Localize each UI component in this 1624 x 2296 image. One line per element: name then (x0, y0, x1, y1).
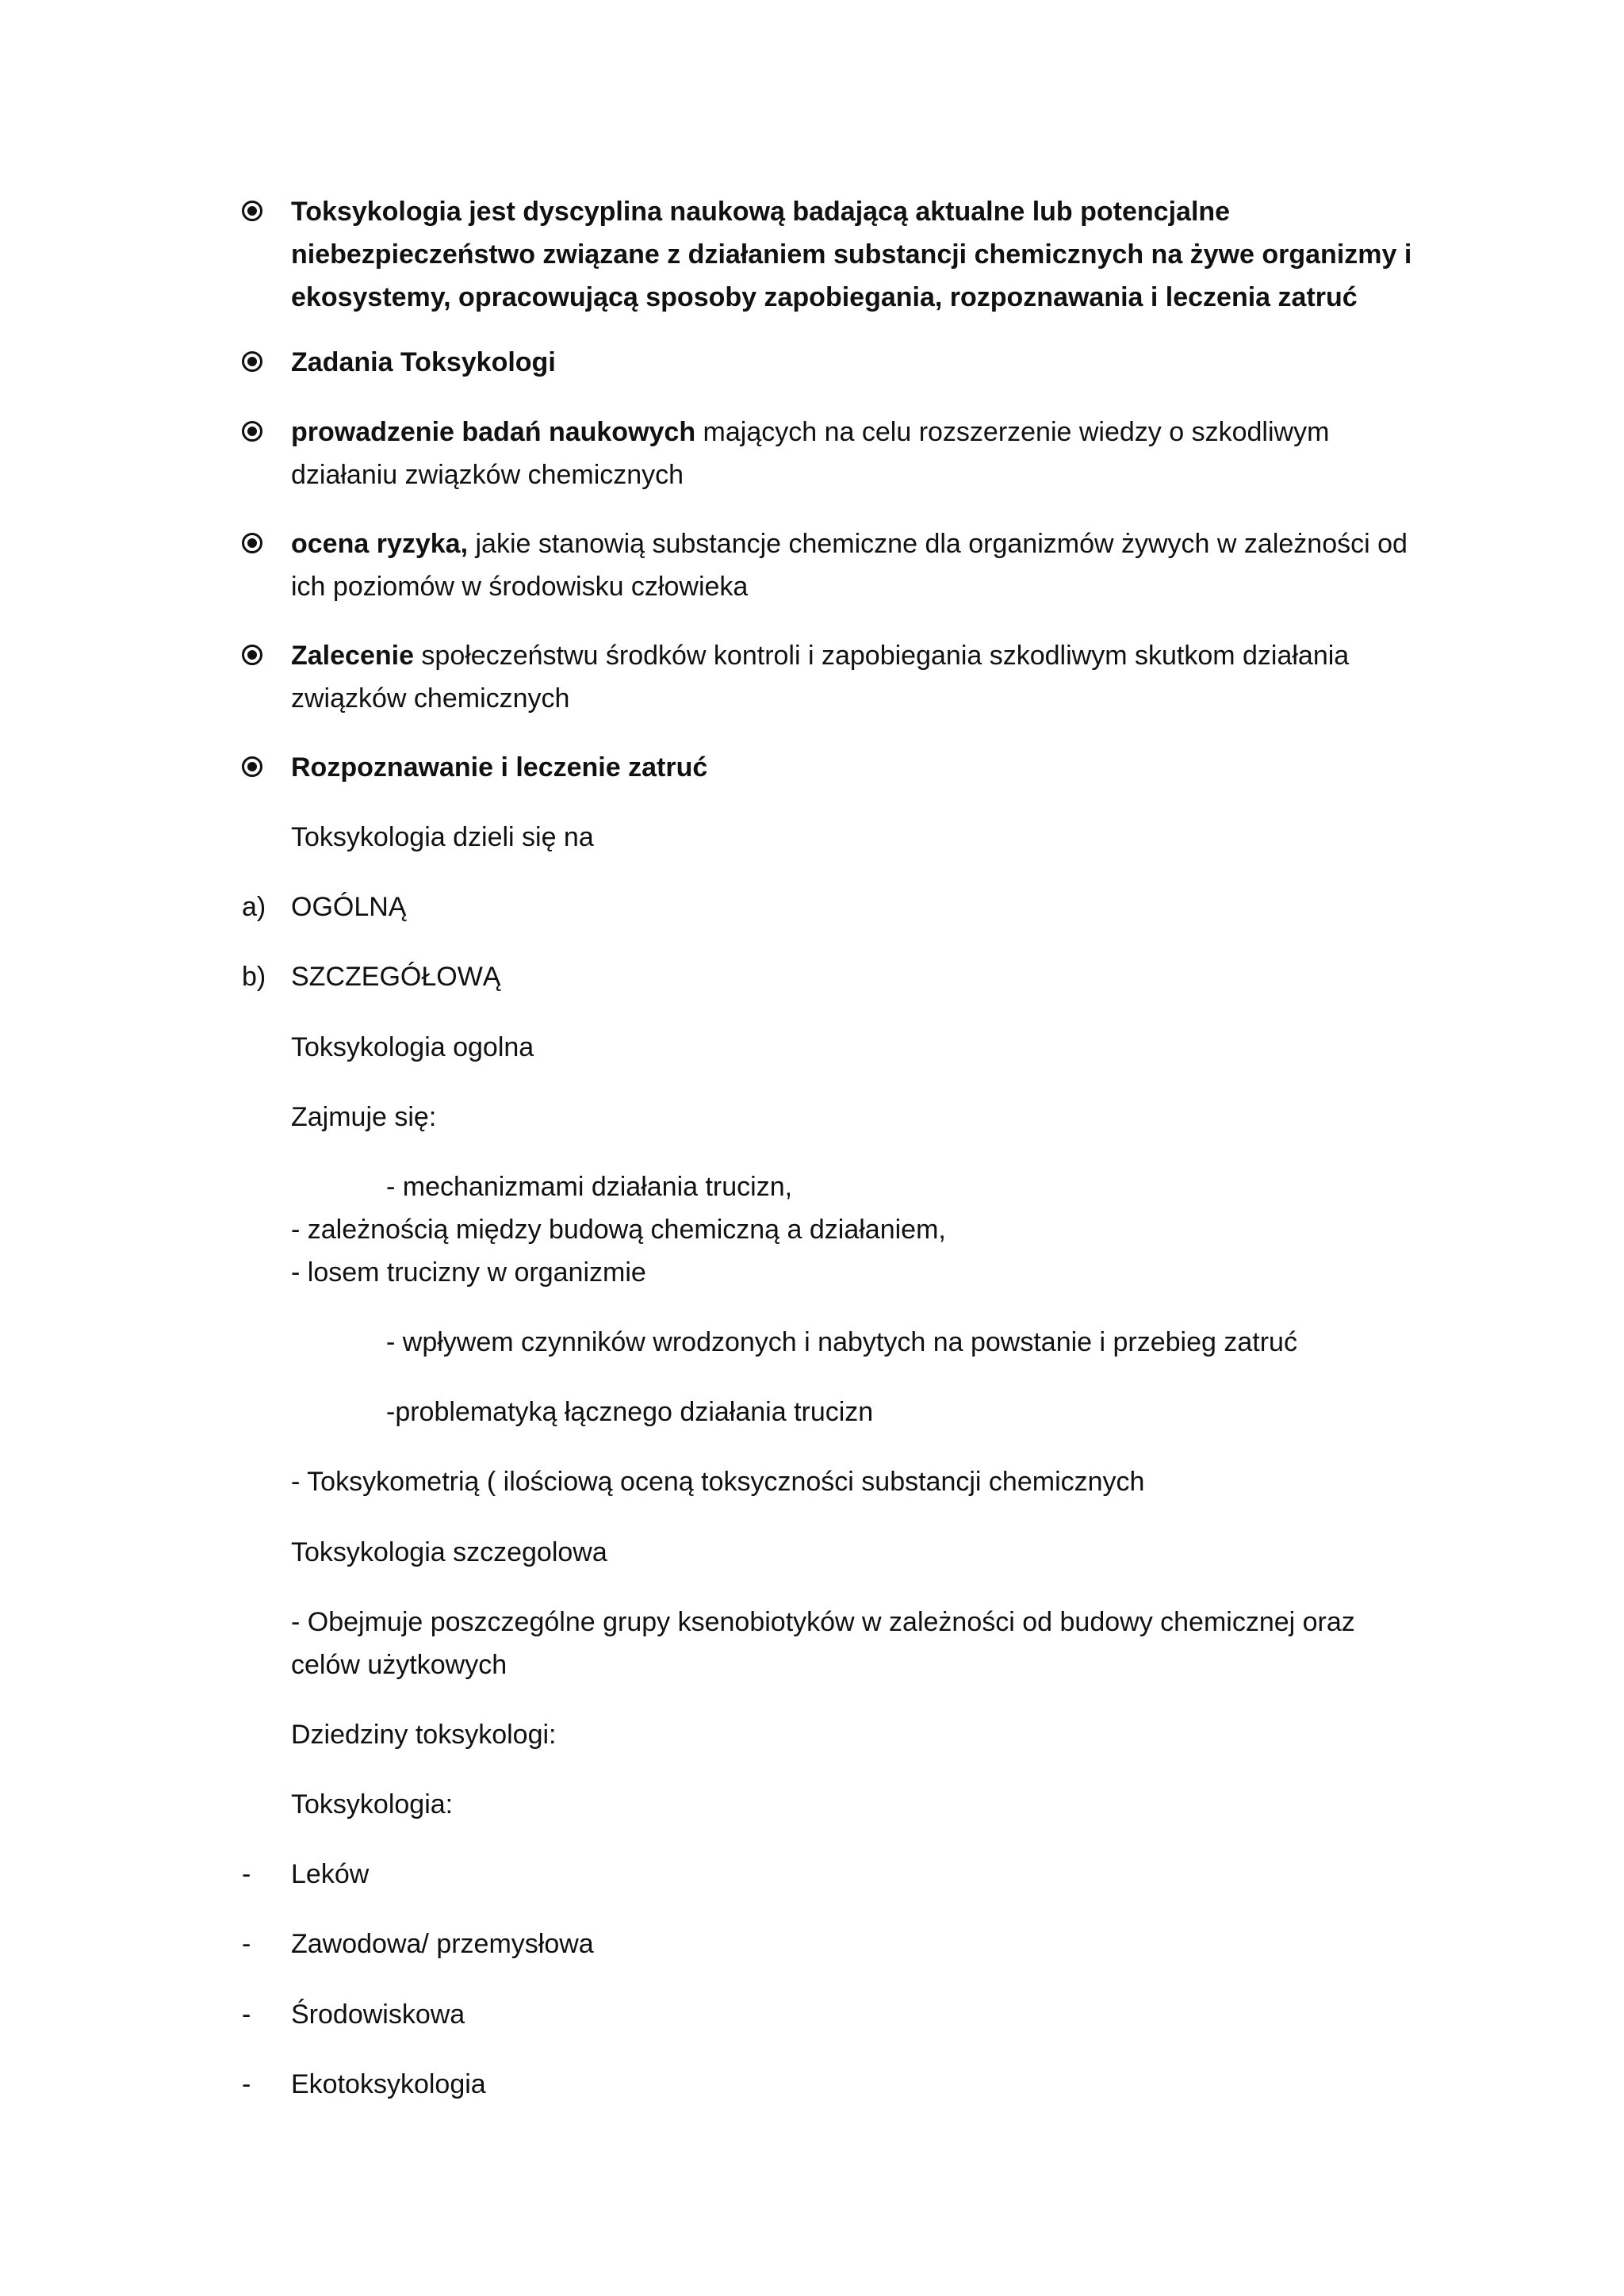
general-item: - losem trucizny w organizmie (291, 1257, 646, 1288)
general-item: - wpływem czynników wrodzonych i nabytych na powstanie i przebieg zatruć (386, 1327, 1297, 1357)
task-research-rest: mających na celu rozszerzenie wiedzy o szkodliwym (695, 417, 1330, 447)
detailed-heading: Toksykologia szczegolowa (291, 1537, 607, 1567)
division-marker-a: a) (242, 892, 266, 922)
task-research-bold: prowadzenie badań naukowych (291, 417, 696, 447)
target-bullet-icon (242, 645, 262, 665)
field-item: Ekotoksykologia (291, 2069, 486, 2099)
detailed-description-line-2: celów użytkowych (291, 1650, 508, 1680)
task-risk-bold: ocena ryzyka, (291, 529, 469, 559)
target-bullet-icon (242, 421, 262, 442)
target-bullet-icon (242, 756, 262, 777)
task-research (291, 411, 1329, 453)
general-item: - zależnością między budową chemiczną a działaniem, (291, 1215, 946, 1245)
dash-bullet: - (242, 1929, 251, 1959)
fields-subheading: Toksykologia: (291, 1789, 454, 1820)
general-deals-with: Zajmuje się: (291, 1102, 437, 1132)
target-bullet-icon (242, 351, 262, 372)
task-risk (291, 522, 1408, 565)
task-recommendation-rest: społeczeństwu środków kontroli i zapobiegania szkodliwym skutkom działania (413, 641, 1350, 671)
task-research-line-2: działaniu związków chemicznych (291, 460, 684, 490)
divides-intro: Toksykologia dzieli się na (291, 822, 594, 852)
task-recommendation-bold: Zalecenie (291, 641, 414, 671)
field-item: Leków (291, 1859, 370, 1889)
definition-line-2: niebezpieczeństwo związane z działaniem substancji chemicznych na żywe organizmy i (291, 239, 1412, 270)
dash-bullet: - (242, 1999, 251, 2030)
division-detailed: SZCZEGÓŁOWĄ (291, 962, 501, 992)
general-heading: Toksykologia ogolna (291, 1032, 534, 1062)
task-recommendation (291, 634, 1349, 677)
division-general: OGÓLNĄ (291, 892, 407, 922)
detailed-description-line-1: - Obejmuje poszczególne grupy ksenobiotyków w zależności od budowy chemicznej oraz (291, 1607, 1355, 1637)
task-diagnosis: Rozpoznawanie i leczenie zatruć (291, 752, 708, 783)
general-item: - mechanizmami działania trucizn, (386, 1172, 793, 1202)
task-recommendation-line-2: związków chemicznych (291, 683, 570, 714)
general-item: - Toksykometrią ( ilościową oceną toksyczności substancji chemicznych (291, 1467, 1145, 1497)
dash-bullet: - (242, 2069, 251, 2099)
definition-line-1: Toksykologia jest dyscyplina naukową badającą aktualne lub potencjalne (291, 197, 1231, 227)
fields-heading: Dziedziny toksykologi: (291, 1720, 557, 1750)
general-item: -problematyką łącznego działania trucizn (386, 1397, 874, 1427)
task-risk-line-2: ich poziomów w środowisku człowieka (291, 572, 749, 602)
target-bullet-icon (242, 533, 262, 553)
task-risk-rest: jakie stanowią substancje chemiczne dla organizmów żywych w zależności od (468, 529, 1408, 559)
dash-bullet: - (242, 1859, 251, 1889)
division-marker-b: b) (242, 962, 266, 992)
field-item: Środowiskowa (291, 1999, 465, 2030)
definition-line-3: ekosystemy, opracowującą sposoby zapobiegania, rozpoznawania i leczenia zatruć (291, 282, 1358, 312)
target-bullet-icon (242, 201, 262, 221)
tasks-heading: Zadania Toksykologi (291, 347, 556, 377)
field-item: Zawodowa/ przemysłowa (291, 1929, 594, 1959)
